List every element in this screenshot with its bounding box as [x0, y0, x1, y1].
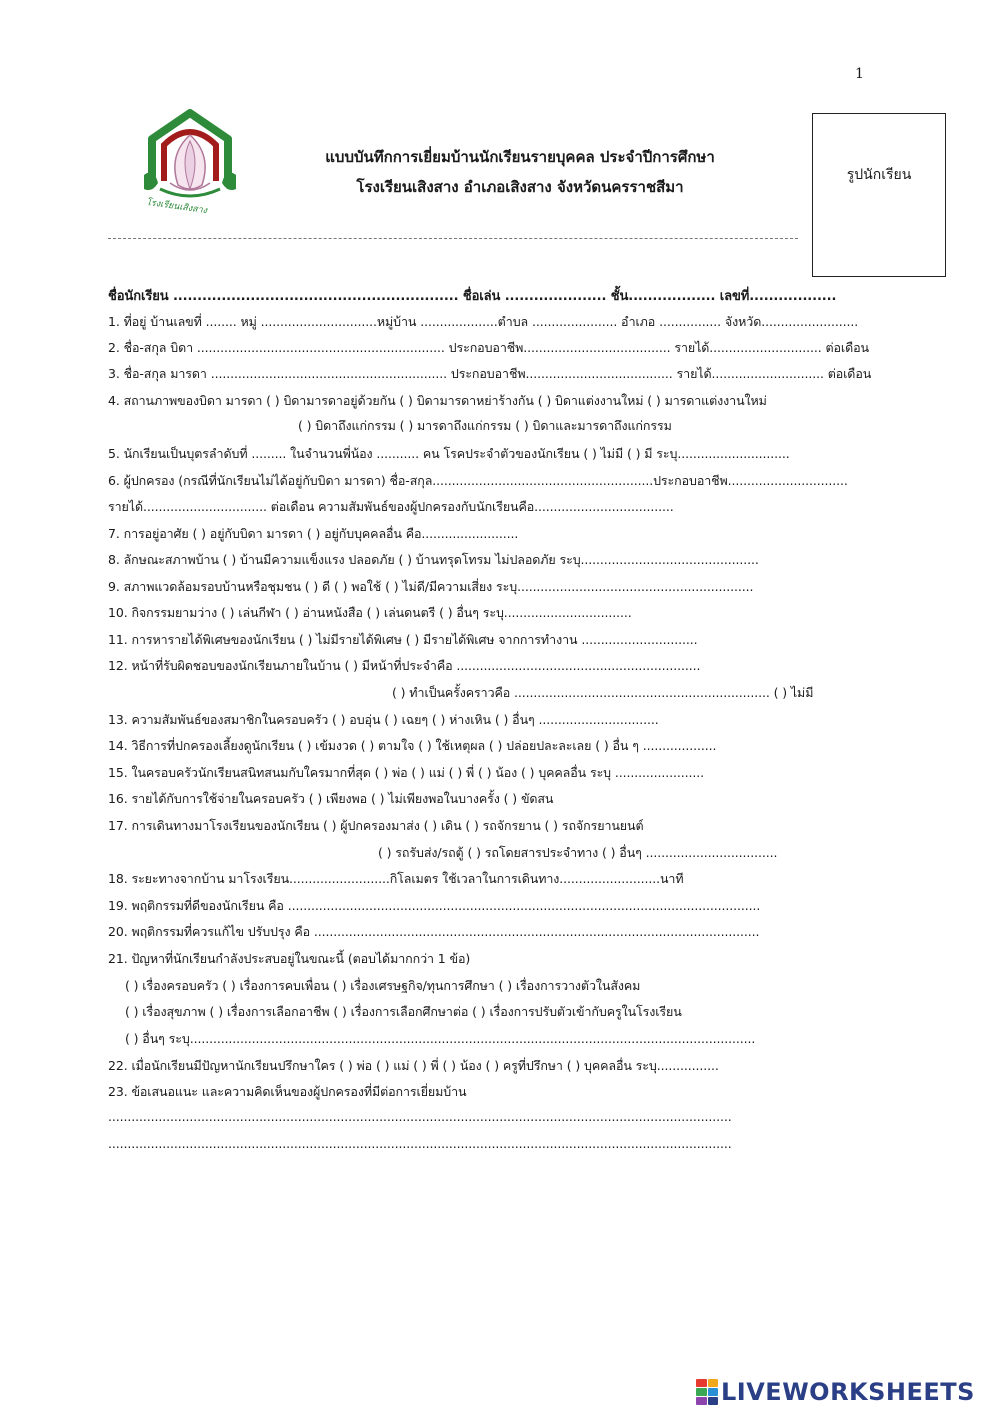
header-divider	[108, 238, 798, 239]
question-12-options[interactable]: ( ) ทำเป็นครั้งคราวคือ .................................................................. ( ) ไม่มี	[392, 685, 814, 700]
question-4-options[interactable]: ( ) บิดาถึงแก่กรรม ( ) มารดาถึงแก่กรรม ( ) บิดาและมารดาถึงแก่กรรม	[298, 418, 672, 433]
question-18[interactable]: 18. ระยะทางจากบ้าน มาโรงเรียน..........................กิโลเมตร ใช้เวลาในการเดินทาง..........................นาที	[108, 871, 684, 886]
form-title: แบบบันทึกการเยี่ยมบ้านนักเรียนรายบุคคล ประจำปีการศึกษา	[325, 148, 715, 166]
question-14[interactable]: 14. วิธีการที่ปกครองเลี้ยงดูนักเรียน ( ) เข้มงวด ( ) ตามใจ ( ) ใช้เหตุผล ( ) ปล่อยปละละเลย ( ) อื่น ๆ ...................	[108, 738, 717, 753]
question-19[interactable]: 19. พฤติกรรมที่ดีของนักเรียน คือ ..........................................................................................................................	[108, 898, 761, 913]
question-6-continued[interactable]: รายได้................................ ต่อเดือน ความสัมพันธ์ของผู้ปกครองกับนักเรียนคือ....................................	[108, 499, 674, 514]
watermark-text: LIVEWORKSHEETS	[721, 1378, 975, 1406]
question-12[interactable]: 12. หน้าที่รับผิดชอบของนักเรียนภายในบ้าน ( ) มีหน้าที่ประจำคือ ...............................................................	[108, 658, 701, 673]
page-number: 1	[855, 66, 864, 82]
question-16[interactable]: 16. รายได้กับการใช้จ่ายในครอบครัว ( ) เพียงพอ ( ) ไม่เพียงพอในบางครั้ง ( ) ขัดสน	[108, 791, 554, 806]
question-20[interactable]: 20. พฤติกรรมที่ควรแก้ไข ปรับปรุง คือ ...................................................................................................................	[108, 924, 760, 939]
question-10[interactable]: 10. กิจกรรมยามว่าง ( ) เล่นกีฬา ( ) อ่านหนังสือ ( ) เล่นดนตรี ( ) อื่นๆ ระบุ.................................	[108, 605, 632, 620]
question-17-options[interactable]: ( ) รถรับส่ง/รถตู้ ( ) รถโดยสารประจำทาง ( ) อื่นๆ ..................................	[378, 845, 778, 860]
question-13[interactable]: 13. ความสัมพันธ์ของสมาชิกในครอบครัว ( ) อบอุ่น ( ) เฉยๆ ( ) ห่างเหิน ( ) อื่นๆ ...............................	[108, 712, 659, 727]
question-21-options-row2[interactable]: ( ) เรื่องสุขภาพ ( ) เรื่องการเลือกอาชีพ ( ) เรื่องการเลือกศึกษาต่อ ( ) เรื่องการปรับตัวเข้ากับครูในโรงเรียน	[125, 1004, 682, 1019]
question-7[interactable]: 7. การอยู่อาศัย ( ) อยู่กับบิดา มารดา ( ) อยู่กับบุคคลอื่น คือ.........................	[108, 526, 519, 541]
question-6[interactable]: 6. ผู้ปกครอง (กรณีที่นักเรียนไม่ได้อยู่กับบิดา มารดา) ชื่อ-สกุล.........................................................ประกอบอาชีพ...............................	[108, 473, 848, 488]
student-name-line[interactable]: ชื่อนักเรียน ........................................................... ชื่อเล่น ..................... ชั้น.................. เลขที่..................	[108, 289, 837, 304]
question-22[interactable]: 22. เมื่อนักเรียนมีปัญหานักเรียนปรึกษาใคร ( ) พ่อ ( ) แม่ ( ) พี่ ( ) น้อง ( ) ครูที่ปรึกษา ( ) บุคคลอื่น ระบุ................	[108, 1058, 719, 1073]
logo-caption: โรงเรียนเสิงสาง	[145, 197, 208, 217]
question-11[interactable]: 11. การหารายได้พิเศษของนักเรียน ( ) ไม่มีรายได้พิเศษ ( ) มีรายได้พิเศษ จากการทำงาน ..............................	[108, 632, 698, 647]
answer-line-1[interactable]: .................................................................................................................................................................	[108, 1109, 732, 1124]
question-21: 21. ปัญหาที่นักเรียนกำลังประสบอยู่ในขณะนี้ (ตอบได้มากกว่า 1 ข้อ)	[108, 951, 471, 966]
question-21-other[interactable]: ( ) อื่นๆ ระบุ..................................................................................................................................................	[125, 1031, 756, 1046]
question-4[interactable]: 4. สถานภาพของบิดา มารดา ( ) บิดามารดาอยู่ด้วยกัน ( ) บิดามารดาหย่าร้างกัน ( ) บิดาแต่งงานใหม่ ( ) มารดาแต่งงานใหม่	[108, 393, 767, 408]
question-21-options-row1[interactable]: ( ) เรื่องครอบครัว ( ) เรื่องการคบเพื่อน ( ) เรื่องเศรษฐกิจ/ทุนการศึกษา ( ) เรื่องการวางตัวในสังคม	[125, 978, 641, 993]
liveworksheets-logo-icon	[696, 1379, 718, 1405]
question-5[interactable]: 5. นักเรียนเป็นบุตรลำดับที่ ......... ในจำนวนพี่น้อง ........... คน โรคประจำตัวของนักเรียน ( ) ไม่มี ( ) มี ระบุ.............................	[108, 446, 790, 461]
question-17[interactable]: 17. การเดินทางมาโรงเรียนของนักเรียน ( ) ผู้ปกครองมาส่ง ( ) เดิน ( ) รถจักรยาน ( ) รถจักรยานยนต์	[108, 818, 644, 833]
student-photo-box[interactable]	[812, 113, 946, 277]
question-15[interactable]: 15. ในครอบครัวนักเรียนสนิทสนมกับใครมากที่สุด ( ) พ่อ ( ) แม่ ( ) พี่ ( ) น้อง ( ) บุคคลอื่น ระบุ .......................	[108, 765, 704, 780]
question-23: 23. ข้อเสนอแนะ และความคิดเห็นของผู้ปกครองที่มีต่อการเยี่ยมบ้าน	[108, 1084, 467, 1099]
photo-label: รูปนักเรียน	[846, 167, 912, 183]
question-2[interactable]: 2. ชื่อ-สกุล บิดา ................................................................ ประกอบอาชีพ...................................... รายได้............................. ต่อเดือน	[108, 340, 869, 355]
school-subtitle: โรงเรียนเสิงสาง อำเภอเสิงสาง จังหวัดนครราชสีมา	[356, 178, 684, 196]
question-3[interactable]: 3. ชื่อ-สกุล มารดา ............................................................. ประกอบอาชีพ...................................... รายได้............................. ต่อเดือน	[108, 366, 872, 381]
school-logo	[140, 105, 240, 217]
question-9[interactable]: 9. สภาพแวดล้อมรอบบ้านหรือชุมชน ( ) ดี ( ) พอใช้ ( ) ไม่ดี/มีความเสี่ยง ระบุ.............................................................	[108, 579, 754, 594]
question-1[interactable]: 1. ที่อยู่ บ้านเลขที่ ........ หมู่ ..............................หมู่บ้าน ....................ตำบล ...................... อำเภอ ................ จังหวัด.........................	[108, 314, 859, 329]
question-8[interactable]: 8. ลักษณะสภาพบ้าน ( ) บ้านมีความแข็งแรง ปลอดภัย ( ) บ้านทรุดโทรม ไม่ปลอดภัย ระบุ..............................................	[108, 552, 759, 567]
answer-line-2[interactable]: .................................................................................................................................................................	[108, 1136, 732, 1151]
liveworksheets-watermark	[696, 1378, 975, 1406]
